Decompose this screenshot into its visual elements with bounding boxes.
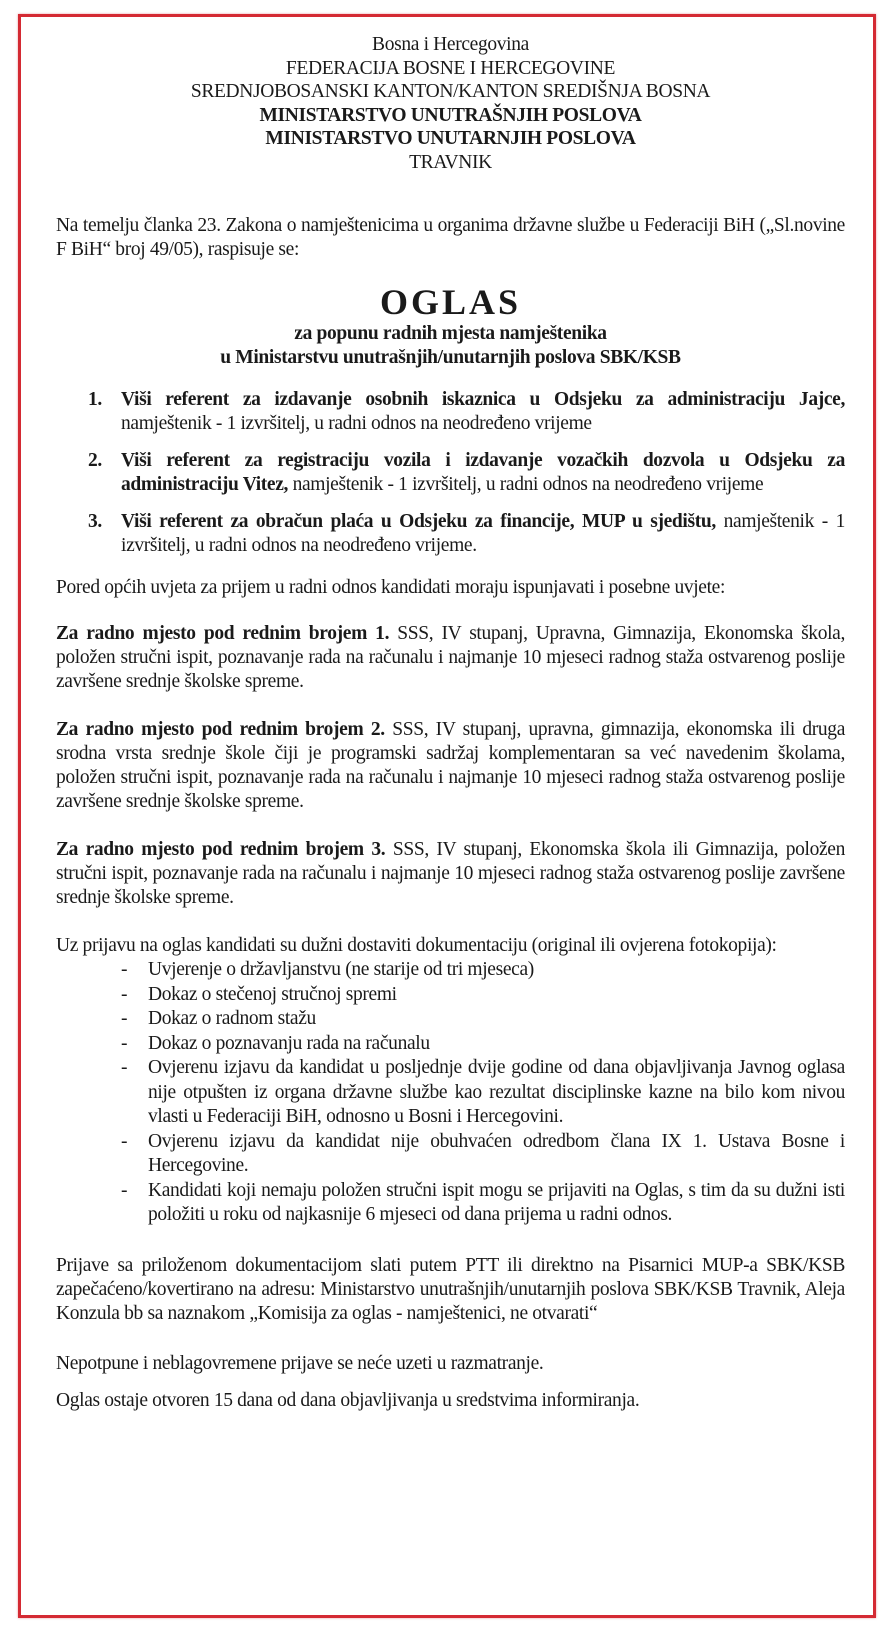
position-title: Viši referent za izdavanje osobnih iskaznica u Odsjeku za administraciju Jajce, (121, 389, 845, 410)
header-federation: FEDERACIJA BOSNE I HERCEGOVINE (285, 57, 616, 79)
document-item: - Ovjerenu izjavu da kandidat nije obuhvaćen odredbom člana IX 1. Ustava Bosne i Hercegovine. (121, 1130, 845, 1176)
header-ministry-2: MINISTARSTVO UNUTARNJIH POSLOVA (265, 128, 636, 149)
header-ministry-1: MINISTARSTVO UNUTRAŠNJIH POSLOVA (259, 104, 642, 126)
document-item: - Dokaz o stečenoj stručnoj spremi (56, 983, 845, 1008)
dash-bullet-icon: - (121, 1032, 128, 1054)
requirement-label: Za radno mjesto pod rednim brojem 1. (56, 623, 390, 644)
dash-bullet-icon: - (121, 983, 128, 1005)
requirement-text: SSS, IV stupanj, Ekonomska škola ili Gimnazija, položen stručni ispit, poznavanje rada na računalu i najmanje 10 mjeseci radnog staža ostvarenog poslije završene srednje školske spreme. (56, 839, 846, 908)
position-title: Viši referent za registraciju vozila i izdavanje vozačkih dozvola u Odsjeku za administraciju Vitez, (121, 450, 845, 495)
position-details: namještenik - 1 izvršitelj, u radni odnos na neodređeno vrijeme (288, 474, 764, 495)
intro-paragraph: Na temelju članka 23. Zakona o namještenicima u organima državne službe u Federaciji BiH („Sl.novine F BiH“ broj 49/05), raspisuje se: (56, 215, 845, 260)
header-country: Bosna i Hercegovina (372, 34, 529, 55)
dash-bullet-icon: - (121, 1057, 128, 1078)
document-item: - Dokaz o poznavanju rada na računalu (56, 1032, 845, 1057)
announcement-subtitle-2: u Ministarstvu unutrašnjih/unutarnjih poslova SBK/KSB (220, 347, 681, 368)
dash-bullet-icon: - (121, 1130, 128, 1152)
position-number: 3. (88, 511, 102, 532)
document-item: - Uvjerenje o državljanstvu (ne starije od tri mjeseca) (56, 958, 845, 983)
submission-paragraph: Prijave sa priloženom dokumentacijom slati putem PTT ili direktno na Pisarnici MUP-a SBK/KSB zapečaćeno/kovertirano na adresu: Ministarstvo unutrašnjih/unutarnjih poslova SBK/KSB Travnik, Aleja Konzula bb sa naznakom „Komisija za oglas - namještenici, ne otvarati“ (56, 1254, 845, 1324)
position-item (56, 449, 845, 497)
announcement-title: OGLAS (379, 282, 522, 322)
requirement-text: SSS, IV stupanj, upravna, gimnazija, ekonomska ili druga srodna vrsta srednje škole čiji je programski sadržaj komplementaran sa već navedenim školama, položen stručni ispit, poznavanje rada na računalu i najmanje 10 mjeseci radnog staža ostvarenog poslije završene srednje školske spreme. (56, 719, 846, 812)
document-header (56, 17, 845, 174)
header-canton: SREDNJOBOSANSKI KANTON/KANTON SREDIŠNJA BOSNA (190, 81, 711, 102)
requirement-label: Za radno mjesto pod rednim brojem 3. (56, 839, 386, 860)
positions-list (56, 388, 845, 558)
requirement-text: SSS, IV stupanj, Upravna, Gimnazija, Ekonomska škola, položen stručni ispit, poznavanje rada na računalu i najmanje 10 mjeseci radnog staža ostvarenog poslije završene srednje školske spreme. (56, 623, 846, 692)
job-announcement-document (56, 17, 845, 1413)
requirement-paragraph-1 (56, 622, 845, 694)
header-city: TRAVNIK (409, 151, 492, 173)
position-item (56, 388, 845, 436)
position-details: namještenik - 1 izvršitelj, u radni odnos na neodređeno vrijeme (121, 413, 592, 434)
document-item: - Dokaz o radnom stažu (56, 1007, 845, 1032)
position-number: 2. (88, 450, 102, 471)
requirement-paragraph-2 (56, 718, 845, 814)
general-conditions-paragraph: Pored općih uvjeta za prijem u radni odnos kandidati moraju ispunjavati i posebne uvjete: (56, 577, 726, 598)
required-documents-list (56, 958, 845, 1228)
position-details: namještenik - 1 izvršitelj, u radni odnos na neodređeno vrijeme. (121, 511, 845, 556)
document-frame (18, 14, 876, 1618)
requirement-paragraph-3 (56, 838, 845, 910)
requirement-label: Za radno mjesto pod rednim brojem 2. (56, 719, 385, 740)
open-period-notice: Oglas ostaje otvoren 15 dana od dana objavljivanja u sredstvima informiranja. (56, 1389, 640, 1411)
dash-bullet-icon: - (121, 959, 128, 980)
document-item: - Ovjerenu izjavu da kandidat u posljednje dvije godine od dana objavljivanja Javnog oglasa nije otpušten iz organa državne službe kao rezultat disciplinske kazne na bilo kom nivou vlasti u Federaciji BiH, odnosno u Bosni i Hercegovini. (121, 1057, 845, 1127)
incomplete-notice: Nepotpune i neblagovremene prijave se neće uzeti u razmatranje. (56, 1352, 544, 1374)
document-item: - Kandidati koji nemaju položen stručni ispit mogu se prijaviti na Oglas, s tim da su dužni isti položiti u roku od najkasnije 6 mjeseci od dana prijema u radni odnos. (121, 1179, 845, 1225)
documents-intro-paragraph: Uz prijavu na oglas kandidati su dužni dostaviti dokumentaciju (original ili ovjerena fotokopija): (56, 935, 777, 956)
position-title: Viši referent za obračun plaća u Odsjeku za financije, MUP u sjedištu, (121, 511, 716, 532)
dash-bullet-icon: - (121, 1179, 128, 1201)
dash-bullet-icon: - (121, 1008, 128, 1029)
announcement-subtitle-1: za popunu radnih mjesta namještenika (294, 323, 607, 344)
position-item (56, 510, 845, 558)
position-number: 1. (88, 389, 102, 410)
